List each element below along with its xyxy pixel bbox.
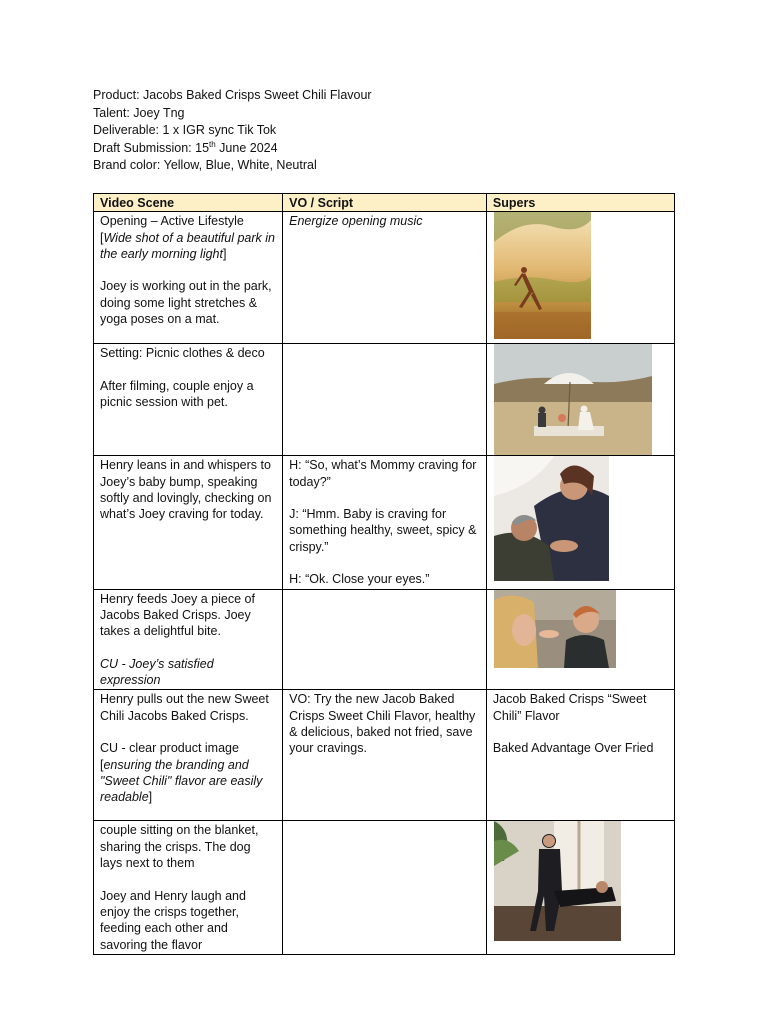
talent-line: Talent: Joey Tng bbox=[93, 105, 185, 120]
scene-cell bbox=[94, 821, 283, 954]
vo-text: VO: Try the new Jacob Baked Crisps Sweet Chili Flavor, healthy & delicious, baked not fried, save your cravings. bbox=[289, 692, 476, 756]
supers-cell bbox=[486, 821, 674, 954]
couple-sofa-photo bbox=[494, 821, 621, 941]
supers-cell bbox=[486, 690, 674, 821]
brand-color-line: Brand color: Yellow, Blue, White, Neutral bbox=[93, 158, 317, 173]
brief-meta bbox=[93, 87, 372, 175]
draft-suffix: June 2024 bbox=[215, 140, 278, 155]
scene-cell bbox=[94, 456, 283, 589]
vo-cell bbox=[283, 589, 487, 690]
table-row bbox=[94, 589, 675, 690]
scene-description: Henry leans in and whispers to Joey’s baby bump, speaking softly and lovingly, checking on what’s Joey craving for today. bbox=[100, 458, 272, 522]
vo-line: H: “So, what’s Mommy craving for today?” bbox=[289, 458, 477, 489]
scene-cell bbox=[94, 589, 283, 690]
storyboard-table bbox=[93, 193, 675, 955]
header-video-scene: Video Scene bbox=[94, 194, 283, 212]
table-row bbox=[94, 344, 675, 456]
table-row bbox=[94, 456, 675, 589]
couple-feeding-photo bbox=[494, 590, 616, 668]
product-line: Product: Jacobs Baked Crisps Sweet Chili Flavour bbox=[93, 88, 372, 102]
scene-cell bbox=[94, 690, 283, 821]
vo-cell bbox=[283, 821, 487, 954]
vo-cell bbox=[283, 344, 487, 456]
scene-note: [Wide shot of a beautiful park in the early morning light] bbox=[100, 230, 275, 261]
vo-cell bbox=[283, 690, 487, 821]
vo-cell bbox=[283, 456, 487, 589]
table-row bbox=[94, 690, 675, 821]
super-text: Baked Advantage Over Fried bbox=[492, 741, 654, 756]
table-header-row bbox=[94, 194, 675, 212]
supers-cell bbox=[486, 212, 674, 344]
scene-title: Opening – Active Lifestyle bbox=[100, 214, 244, 229]
scene-description: couple sitting on the blanket, sharing the crisps. The dog lays next to them bbox=[100, 823, 259, 871]
header-supers: Supers bbox=[486, 194, 674, 212]
supers-cell bbox=[486, 589, 674, 690]
scene-description: Henry feeds Joey a piece of Jacobs Baked Crisps. Joey takes a delightful bite. bbox=[100, 591, 255, 639]
draft-prefix: Draft Submission: 15 bbox=[93, 140, 210, 155]
scene-title: CU - clear product image bbox=[100, 741, 239, 756]
deliverable-line: Deliverable: 1 x IGR sync Tik Tok bbox=[93, 123, 277, 138]
vo-line: H: “Ok. Close your eyes.” bbox=[289, 572, 430, 587]
scene-cell bbox=[94, 212, 283, 344]
vo-line: J: “Hmm. Baby is craving for something healthy, sweet, spicy & crispy.” bbox=[289, 507, 477, 554]
scene-title: Setting: Picnic clothes & deco bbox=[100, 346, 265, 361]
scene-description: Henry pulls out the new Sweet Chili Jacobs Baked Crisps. bbox=[100, 692, 269, 723]
vo-text: Energize opening music bbox=[289, 214, 423, 229]
header-vo-script: VO / Script bbox=[283, 194, 487, 212]
scene-description: After filming, couple enjoy a picnic session with pet. bbox=[100, 378, 254, 410]
super-text: Jacob Baked Crisps “Sweet Chili” Flavor bbox=[492, 692, 647, 723]
scene-note: [ensuring the branding and "Sweet Chili" flavor are easily readable] bbox=[100, 757, 263, 805]
scene-description-2: Joey and Henry laugh and enjoy the crisps together, feeding each other and savoring the flavor bbox=[100, 888, 246, 952]
scene-description: Joey is working out in the park, doing some light stretches & yoga poses on a mat. bbox=[100, 279, 272, 327]
vo-cell bbox=[283, 212, 487, 344]
beach-picnic-photo bbox=[494, 344, 652, 455]
table-row bbox=[94, 212, 675, 344]
yoga-park-photo bbox=[494, 212, 591, 339]
scene-note: CU - Joey’s satisfied expression bbox=[100, 656, 214, 688]
draft-submission-line bbox=[93, 140, 372, 158]
scene-cell bbox=[94, 344, 283, 456]
supers-cell bbox=[486, 456, 674, 589]
draft-sup: th bbox=[209, 139, 216, 149]
supers-cell bbox=[486, 344, 674, 456]
table-row bbox=[94, 821, 675, 954]
couple-baby-bump-photo bbox=[494, 456, 609, 581]
